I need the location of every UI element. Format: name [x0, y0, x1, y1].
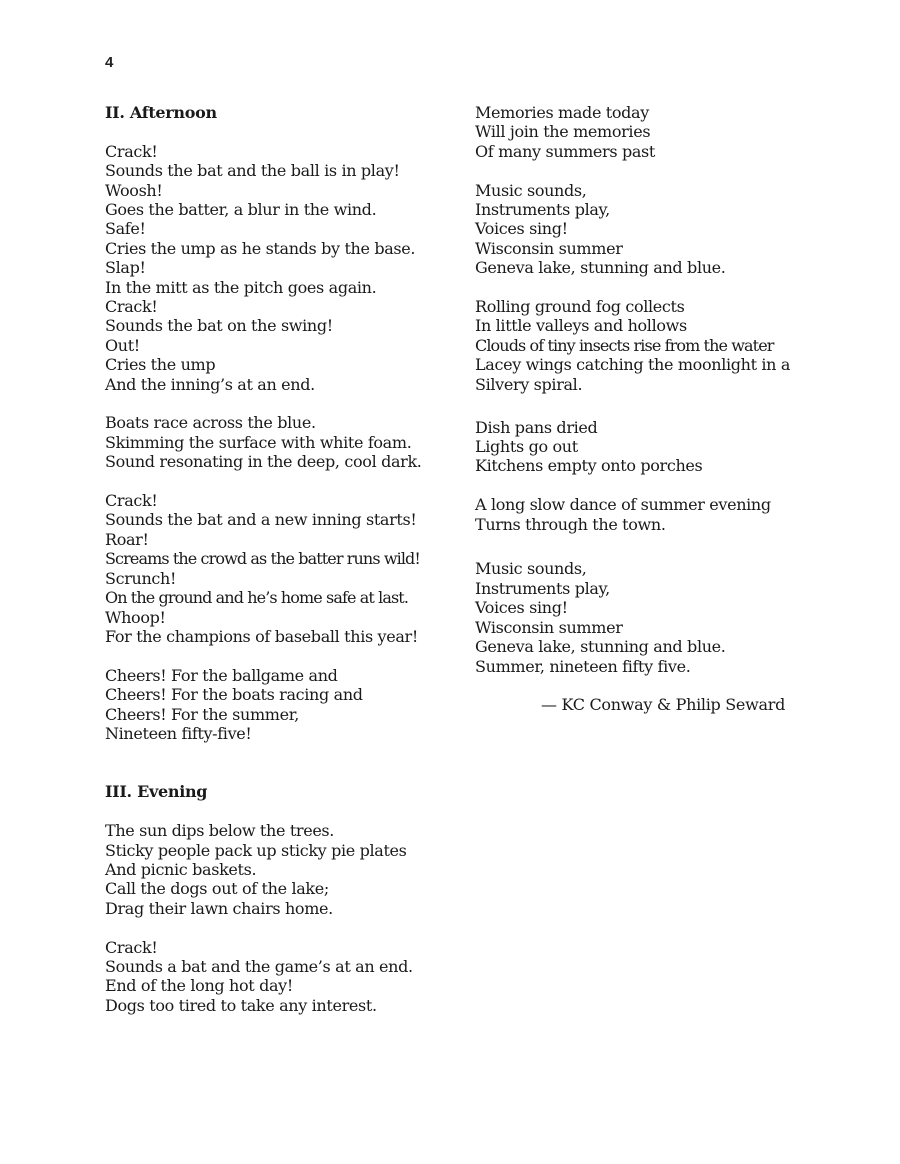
- poem-line: Out!: [105, 335, 140, 355]
- poem-line: Sounds the bat and a new inning starts!: [105, 510, 417, 530]
- poem-line: Voices sing!: [475, 598, 568, 618]
- section-heading-evening: III. Evening: [105, 782, 208, 802]
- poem-line: Screams the crowd as the batter runs wild!: [105, 549, 420, 569]
- poem-line: Woosh!: [105, 180, 163, 200]
- poem-line: Crack!: [105, 491, 158, 511]
- poem-line: Goes the batter, a blur in the wind.: [105, 200, 377, 220]
- page-number: 4: [105, 54, 114, 71]
- poem-line: Crack!: [105, 297, 158, 317]
- poem-line: For the champions of baseball this year!: [105, 626, 418, 646]
- stanza: [475, 559, 855, 675]
- attribution: — KC Conway & Philip Seward: [541, 695, 786, 715]
- poem-line: And picnic baskets.: [105, 859, 257, 879]
- right-column: [475, 103, 855, 715]
- right-stanzas: [475, 103, 855, 676]
- poem-line: Music sounds,: [475, 180, 587, 200]
- stanza: [105, 938, 455, 1016]
- poem-line: Music sounds,: [475, 559, 587, 579]
- poem-line: Silvery spiral.: [475, 374, 583, 394]
- poem-line: Lights go out: [475, 437, 578, 457]
- evening-stanzas: [105, 821, 455, 1015]
- poem-line: Drag their lawn chairs home.: [105, 898, 333, 918]
- poem-line: Nineteen fifty-five!: [105, 723, 252, 743]
- stanza: [105, 491, 455, 646]
- poem-line: End of the long hot day!: [105, 976, 293, 996]
- poem-line: Whoop!: [105, 607, 166, 627]
- poem-line: Clouds of tiny insects rise from the water: [475, 335, 774, 355]
- poem-line: Cries the ump: [105, 355, 216, 375]
- poem-line: Dish pans dried: [475, 417, 598, 437]
- poem-line: In little valleys and hollows: [475, 316, 687, 336]
- poem-line: Call the dogs out of the lake;: [105, 879, 329, 899]
- poem-line: Cheers! For the boats racing and: [105, 685, 363, 705]
- stanza: [105, 821, 455, 918]
- stanza: [475, 495, 855, 534]
- poem-line: Geneva lake, stunning and blue.: [475, 258, 726, 278]
- poem-line: Crack!: [105, 141, 158, 161]
- poem-line: Skimming the surface with white foam.: [105, 432, 412, 452]
- poem-line: Safe!: [105, 219, 146, 239]
- poem-line: Sounds a bat and the game’s at an end.: [105, 956, 413, 976]
- poem-line: Crack!: [105, 937, 158, 957]
- poem-line: Roar!: [105, 529, 149, 549]
- poem-line: Sounds the bat on the swing!: [105, 316, 333, 336]
- left-column: [105, 103, 455, 1015]
- poem-line: Kitchens empty onto porches: [475, 456, 703, 476]
- poem-line: Wisconsin summer: [475, 617, 623, 637]
- poem-line: Cheers! For the summer,: [105, 704, 299, 724]
- poem-line: A long slow dance of summer evening: [475, 495, 771, 515]
- poem-line: Sound resonating in the deep, cool dark.: [105, 452, 422, 472]
- poem-line: Instruments play,: [475, 200, 610, 220]
- stanza: [105, 666, 455, 744]
- poem-line: Will join the memories: [475, 122, 651, 142]
- poem-line: Voices sing!: [475, 219, 568, 239]
- poem-line: Cheers! For the ballgame and: [105, 665, 338, 685]
- stanza: [105, 413, 455, 471]
- poem-line: Geneva lake, stunning and blue.: [475, 637, 726, 657]
- afternoon-stanzas: [105, 142, 455, 744]
- poem-line: Summer, nineteen fifty five.: [475, 656, 691, 676]
- poem-line: Memories made today: [475, 103, 649, 122]
- poem-line: Cries the ump as he stands by the base.: [105, 238, 416, 258]
- poem-line: Of many summers past: [475, 141, 655, 161]
- poem-line: The sun dips below the trees.: [105, 821, 335, 841]
- stanza: [475, 181, 855, 278]
- poem-line: Sticky people pack up sticky pie plates: [105, 840, 407, 860]
- poem-line: Dogs too tired to take any interest.: [105, 995, 377, 1015]
- poem-line: Slap!: [105, 258, 146, 278]
- poem-line: Rolling ground fog collects: [475, 297, 685, 317]
- poem-line: Lacey wings catching the moonlight in a: [475, 355, 791, 375]
- poem-line: Turns through the town.: [475, 514, 666, 534]
- poem-line: Boats race across the blue.: [105, 413, 316, 433]
- poem-line: Instruments play,: [475, 578, 610, 598]
- stanza: [475, 418, 855, 476]
- section-heading-afternoon: II. Afternoon: [105, 103, 217, 122]
- stanza: [105, 142, 455, 394]
- poem-line: And the inning’s at an end.: [105, 374, 315, 394]
- stanza: [475, 297, 855, 394]
- poem-line: In the mitt as the pitch goes again.: [105, 277, 377, 297]
- stanza: [475, 103, 855, 161]
- poem-line: Scrunch!: [105, 568, 177, 588]
- poem-line: On the ground and he’s home safe at last.: [105, 588, 409, 608]
- poem-line: Wisconsin summer: [475, 238, 623, 258]
- poem-line: Sounds the bat and the ball is in play!: [105, 161, 400, 181]
